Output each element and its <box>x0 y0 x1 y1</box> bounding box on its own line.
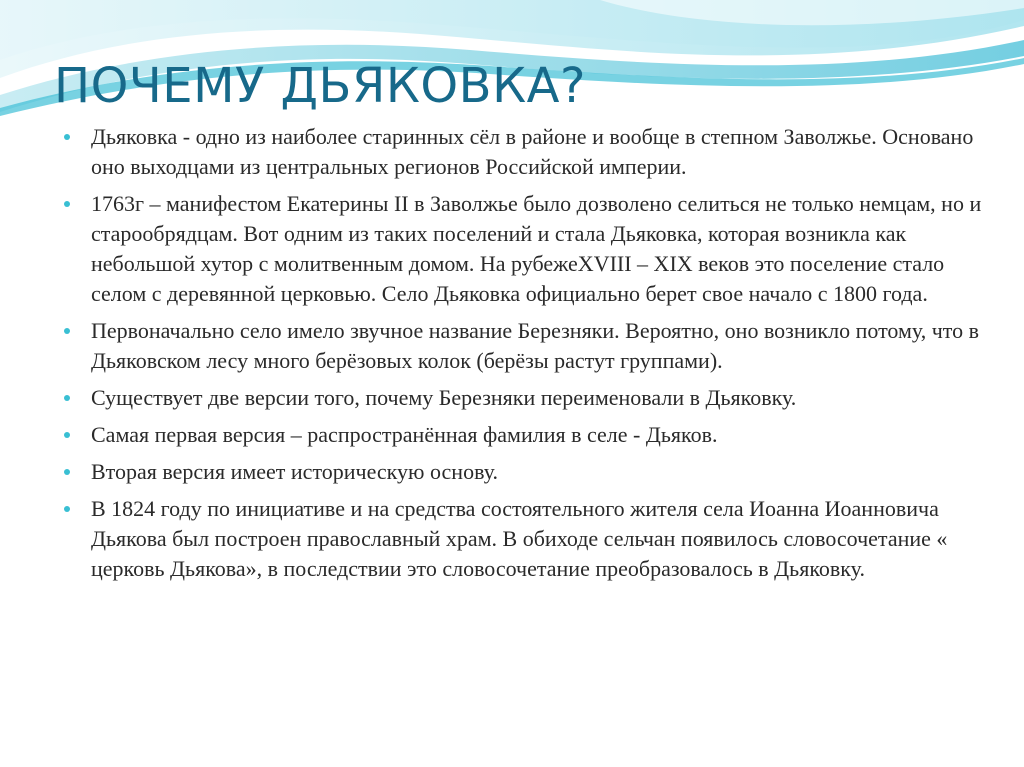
list-item <box>62 383 982 413</box>
dot-icon <box>64 469 70 475</box>
slide-title: ПОЧЕМУ ДЬЯКОВКА? <box>54 58 586 114</box>
list-item-text: Самая первая версия – распространённая фамилия в селе - Дьяков. <box>91 422 718 447</box>
dot-icon <box>64 432 70 438</box>
list-item <box>62 494 982 584</box>
list-item-text: Вторая версия имеет историческую основу. <box>91 459 499 484</box>
list-item-text: Дьяковка - одно из наиболее старинных сёл в районе и вообще в степном Заволжье. Основано оно выходцами из центральных регионов Российской империи. <box>91 124 974 179</box>
list-item-text: Первоначально село имело звучное название Березняки. Вероятно, оно возникло потому, что в Дьяковском лесу много берёзовых колок (берёзы растут группами). <box>91 318 979 373</box>
bullet-list <box>62 122 982 591</box>
dot-icon <box>64 328 70 334</box>
list-item <box>62 457 982 487</box>
dot-icon <box>64 395 70 401</box>
list-item-text: Существует две версии того, почему Березняки переименовали в Дьяковку. <box>91 385 797 410</box>
list-item-text: В 1824 году по инициативе и на средства состоятельного жителя села Иоанна Иоанновича Дьякова был построен православный храм. В обиходе сельчан появилось словосочетание « церковь Дьякова», в последствии это словосочетание преобразовалось в Дьяковку. <box>91 496 948 581</box>
list-item <box>62 420 982 450</box>
dot-icon <box>64 134 70 140</box>
list-item <box>62 122 982 182</box>
list-item <box>62 189 982 309</box>
list-item-text: 1763г – манифестом Екатерины II в Заволжье было дозволено селиться не только немцам, но и старообрядцам. Вот одним из таких поселений и стала Дьяковка, которая возникла как небольшой хутор с молитвенным домом. На рубежеXVIII – XIX веков это поселение стало селом с деревянной церковью. Село Дьяковка официально берет свое начало с 1800 года. <box>91 191 982 306</box>
list-item <box>62 316 982 376</box>
dot-icon <box>64 201 70 207</box>
dot-icon <box>64 506 70 512</box>
